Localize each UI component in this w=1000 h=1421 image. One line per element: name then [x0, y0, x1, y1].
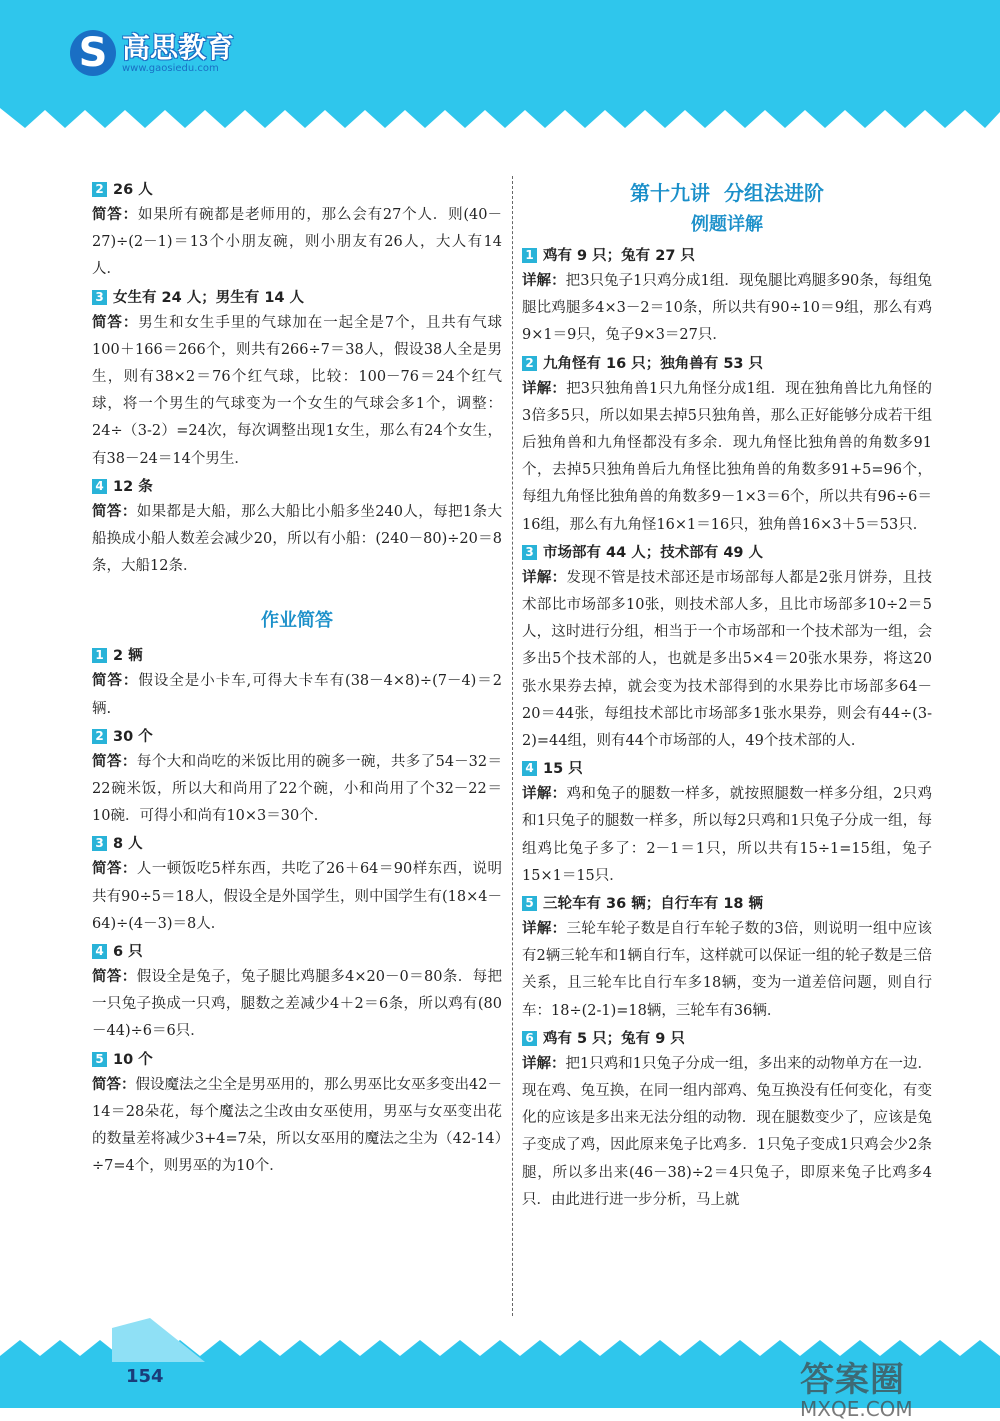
explanation-text: 男生和女生手里的气球加在一起全是7个，且共有气球100＋166＝266个，则共有266÷7＝38人，假设38人全是男生，则有38×2＝76个红气球，比较：100－76＝24个红气球，将一个男生的气球变为一个女生的气球会多1个，调整：24÷（3-2）=24次，每次调整出现1女生，那么有24个女生，有38－24＝14个男生．: [92, 314, 502, 467]
explanation-label: 简答：: [92, 503, 137, 520]
item-number-badge: 4: [522, 761, 537, 776]
answer-explanation: [92, 749, 502, 831]
answer-heading: [522, 352, 932, 376]
answer-result: 8 人: [113, 836, 143, 853]
item-number-badge: 6: [522, 1031, 537, 1046]
answer-explanation: [92, 499, 502, 581]
answer-result: 2 辆: [113, 648, 143, 665]
section-title-homework: 作业简答: [261, 610, 333, 632]
explanation-text: 把1只鸡和1只兔子分成一组，多出来的动物单方在一边．现在鸡、兔互换，在同一组内部鸡、兔互换没有任何变化，有变化的应该是多出来无法分组的动物．现在腿数变少了，应该是兔子变成了鸡，因此原来兔子比鸡多．1只兔子变成1只鸡会少2条腿，所以多出来(46－38)÷2＝4只兔子，即原来兔子比鸡多4只．由此进行进一步分析，马上就: [522, 1055, 933, 1208]
explanation-label: 详解：: [522, 921, 567, 938]
answer-heading: [522, 244, 932, 268]
answer-result: 女生有 24 人；男生有 14 人: [113, 289, 305, 306]
answer-heading: [522, 757, 932, 781]
answer-explanation: [522, 916, 932, 1025]
answer-explanation: [92, 964, 502, 1046]
explanation-label: 详解：: [522, 273, 566, 289]
watermark-text: 答案圈: [800, 1360, 905, 1400]
answer-heading: [522, 1027, 932, 1051]
item-number-badge: 3: [522, 545, 537, 560]
answer-explanation: [92, 856, 502, 938]
explanation-label: 详解：: [522, 1055, 566, 1072]
answer-heading: [92, 178, 502, 202]
item-number-badge: 2: [522, 356, 537, 371]
explanation-text: 把3只独角兽1只九角怪分成1组．现在独角兽比九角怪的3倍多5只，所以如果去掉5只独角兽，那么正好能够分成若干组后独角兽和九角怪都没有多余．现九角怪比独角兽的角数多91个，去掉5只独角兽后九角怪比独角兽的角数多91+5=96个，每组九角怪比独角兽的角数多9－1×3＝6个，所以共有96÷6＝16组，那么有九角怪16×1＝16只，独角兽16×3＋5＝53只．: [522, 380, 932, 533]
explanation-label: 简答：: [92, 861, 137, 878]
answer-explanation: [522, 1051, 932, 1214]
explanation-text: 如果所有碗都是老师用的，那么会有27个人．则(40－27)÷(2－1)＝13个小朋友碗，则小朋友有26人，大人有14人．: [92, 207, 503, 278]
explanation-label: 简答：: [92, 207, 138, 223]
answer-heading: [522, 541, 932, 565]
item-number-badge: 1: [92, 648, 107, 663]
answer-result: 26 人: [113, 182, 153, 198]
explanation-label: 详解：: [522, 786, 567, 803]
explanation-text: 鸡和兔子的腿数一样多，就按照腿数一样多分组，2只鸡和1只兔子的腿数一样多，所以每2只鸡和1只兔子分成一组，每组鸡比兔子多了：2－1＝1只，所以共有15÷1=15组，兔子15×1＝15只．: [522, 786, 932, 884]
item-number-badge: 1: [522, 248, 537, 263]
answer-result: 市场部有 44 人；技术部有 49 人: [543, 544, 764, 561]
answer-result: 10 个: [113, 1051, 153, 1068]
brand-name: 高思教育: [122, 30, 235, 64]
answer-explanation: [522, 565, 932, 755]
item-number-badge: 4: [92, 944, 107, 959]
right-column: [522, 176, 932, 1214]
explanation-text: 三轮车轮子数是自行车轮子数的3倍，则说明一组中应该有2辆三轮车和1辆自行车，这样就可以保证一组的轮子数是三倍关系，且三轮车比自行车多18辆，变为一道差倍问题，则自行车：18÷(2-1)=18辆，三轮车有36辆．: [522, 921, 932, 1019]
answer-explanation: [522, 781, 932, 890]
answer-heading: [92, 1048, 502, 1072]
answer-heading: [92, 475, 502, 499]
explanation-text: 如果都是大船，那么大船比小船多坐240人，每把1条大船换成小船人数差会减少20，所以有小船：(240－80)÷20＝8条，大船12条．: [92, 503, 503, 575]
item-number-badge: 5: [522, 896, 537, 911]
answer-explanation: [92, 1072, 502, 1181]
explanation-text: 发现不管是技术部还是市场部每人都是2张月饼券，且技术部比市场部多10张，则技术部人多，且比市场部多10÷2＝5人，这时进行分组，相当于一个市场部和一个技术部为一组，会多出5个技术部的人，也就是多出5×4＝20张水果券，将这20张水果券去掉，就会变为技术部得到的水果券比市场部多64－20＝44张，每组技术部比市场部多1张水果券，则会有44÷(3-2)=44组，则有44个市场部的人，49个技术部的人．: [522, 569, 932, 750]
answer-heading: [92, 644, 502, 668]
explanation-label: 详解：: [522, 569, 567, 586]
answer-explanation: [522, 376, 932, 539]
answer-heading: [92, 725, 502, 749]
item-number-badge: 3: [92, 290, 107, 305]
answer-result: 九角怪有 16 只；独角兽有 53 只: [543, 355, 764, 372]
explanation-label: 详解：: [522, 380, 567, 397]
answer-heading: [92, 286, 502, 310]
brand-url: www.gaosiedu.com: [122, 62, 219, 74]
explanation-label: 简答：: [92, 1076, 136, 1093]
answer-result: 鸡有 9 只；兔有 27 只: [543, 248, 695, 264]
answer-heading: [92, 940, 502, 964]
watermark: [800, 1352, 913, 1421]
item-number-badge: 2: [92, 182, 107, 197]
explanation-text: 假设全是小卡车,可得大卡车有(38－4×8)÷(7－4)＝2辆.: [92, 673, 502, 717]
explanation-text: 假设全是兔子，兔子腿比鸡腿多4×20－0＝80条．每把一只兔子换成一只鸡，腿数之差减少4＋2＝6条，所以鸡有(80－44)÷6＝6只．: [92, 969, 503, 1040]
explanation-text: 每个大和尚吃的米饭比用的碗多一碗，共多了54－32＝22碗米饭，所以大和尚用了22个碗，小和尚用了个32－22＝10碗．可得小和尚有10×3＝30个．: [92, 753, 502, 825]
answer-result: 三轮车有 36 辆；自行车有 18 辆: [543, 896, 764, 913]
item-number-badge: 3: [92, 836, 107, 851]
explanation-text: 人一顿饭吃5样东西，共吃了26＋64＝90样东西，说明共有90÷5＝18人，假设全是外国学生，则中国学生有(18×4－64)÷(4－3)＝8人．: [92, 861, 503, 932]
answer-explanation: [522, 268, 932, 350]
explanation-label: 简答：: [92, 673, 139, 690]
answer-result: 6 只: [113, 944, 143, 961]
page-number: 154: [126, 1366, 164, 1387]
answer-explanation: [92, 668, 502, 722]
answer-result: 12 条: [113, 478, 153, 495]
answer-explanation: [92, 202, 502, 284]
item-number-badge: 5: [92, 1052, 107, 1067]
section-title-examples: 例题详解: [691, 214, 763, 235]
answer-heading: [92, 832, 502, 856]
answer-result: 15 只: [543, 761, 583, 778]
left-column: [92, 176, 502, 1180]
explanation-label: 简答：: [92, 314, 139, 331]
chapter-title: 第十九讲 分组法进阶: [630, 181, 824, 205]
explanation-label: 简答：: [92, 753, 137, 770]
brand-s-icon: S: [70, 30, 116, 76]
brand-logo: [70, 30, 234, 76]
item-number-badge: 4: [92, 479, 107, 494]
explanation-text: 假设魔法之尘全是男巫用的，那么男巫比女巫多变出42－14＝28朵花，每个魔法之尘改由女巫使用，男巫与女巫变出花的数量差将减少3+4=7朵，所以女巫用的魔法之尘为（42-14）÷7=4个，则男巫的为10个．: [92, 1076, 503, 1175]
answer-explanation: [92, 310, 502, 473]
explanation-label: 简答：: [92, 969, 137, 986]
explanation-text: 把3只兔子1只鸡分成1组．现兔腿比鸡腿多90条，每组兔腿比鸡腿多4×3－2＝10条，所以共有90÷10＝9组，那么有鸡9×1＝9只，兔子9×3＝27只．: [522, 273, 933, 344]
watermark-url: MXQE.COM: [800, 1397, 913, 1421]
answer-result: 鸡有 5 只；兔有 9 只: [543, 1030, 685, 1047]
item-number-badge: 2: [92, 729, 107, 744]
answer-result: 30 个: [113, 728, 153, 745]
answer-heading: [522, 892, 932, 916]
column-divider: [512, 176, 513, 1316]
